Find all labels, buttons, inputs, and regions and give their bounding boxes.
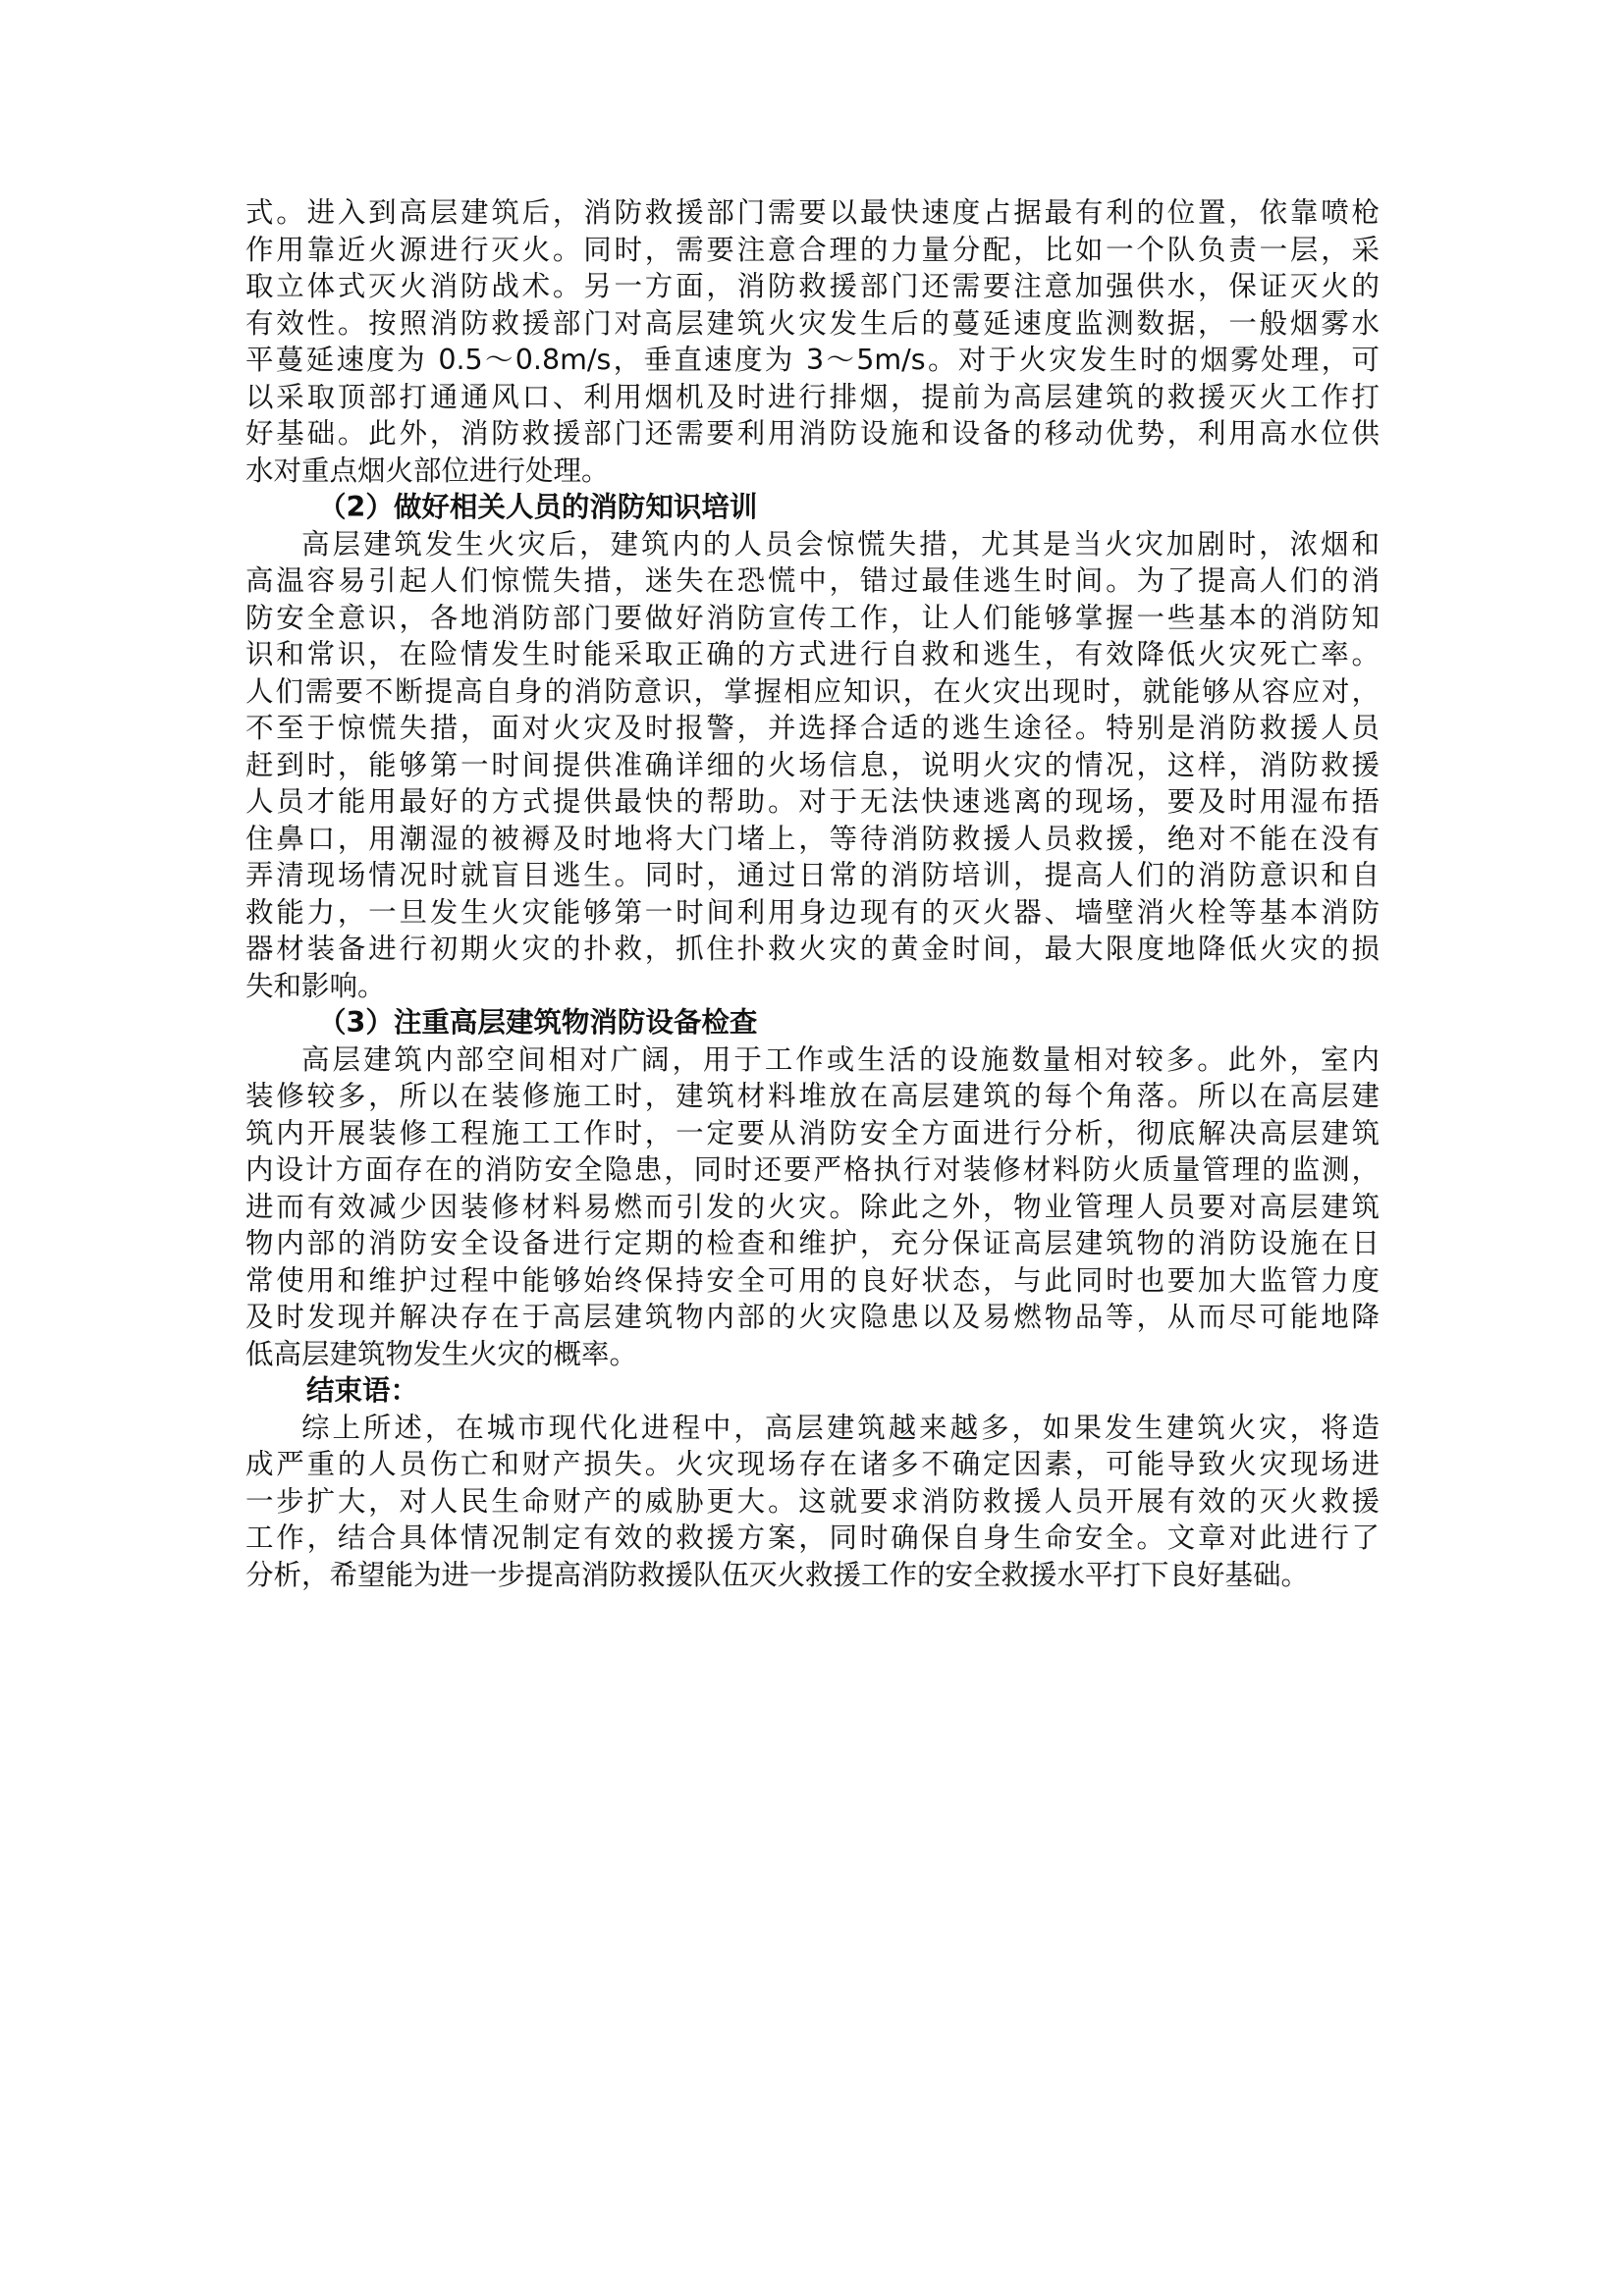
text-line: 高层建筑发生火灾后，建筑内的人员会惊慌失措，尤其是当火灾加剧时，浓烟和: [301, 527, 1380, 561]
text-line: 失和影响。: [245, 969, 386, 1002]
text-line: 内设计方面存在的消防安全隐患，同时还要严格执行对装修材料防火质量管理的监测，: [245, 1153, 1380, 1186]
text-line: 常使用和维护过程中能够始终保持安全可用的良好状态，与此同时也要加大监管力度: [245, 1263, 1380, 1297]
text-line: 进而有效减少因装修材料易燃而引发的火灾。除此之外，物业管理人员要对高层建筑: [245, 1190, 1380, 1223]
document-body: [245, 194, 1380, 1593]
text-line: 工作，结合具体情况制定有效的救援方案，同时确保自身生命安全。文章对此进行了: [245, 1522, 1380, 1554]
text-line: 分析，希望能为进一步提高消防救援队伍灭火救援工作的安全救援水平打下良好基础。: [245, 1558, 1310, 1591]
text-line: 识和常识，在险情发生时能采取正确的方式进行自救和逃生，有效降低火灾死亡率。: [245, 638, 1380, 670]
section-heading-conclusion: 结束语：: [306, 1374, 419, 1407]
text-line: 高温容易引起人们惊慌失措，迷失在恐慌中，错过最佳逃生时间。为了提高人们的消: [245, 564, 1380, 597]
text-line: 筑内开展装修工程施工工作时，一定要从消防安全方面进行分析，彻底解决高层建筑: [245, 1116, 1380, 1149]
section-heading-training: （2）做好相关人员的消防知识培训: [318, 491, 758, 523]
text-line: 住鼻口，用潮湿的被褥及时地将大门堵上，等待消防救援人员救援，绝对不能在没有: [245, 822, 1380, 855]
text-line: 器材装备进行初期火灾的扑救，抓住扑救火灾的黄金时间，最大限度地降低火灾的损: [245, 933, 1380, 965]
text-line: 一步扩大，对人民生命财产的威胁更大。这就要求消防救援人员开展有效的灭火救援: [245, 1484, 1380, 1518]
paragraph-fire-training: [245, 526, 1380, 1005]
text-line: 物内部的消防安全设备进行定期的检查和维护，充分保证高层建筑物的消防设施在日: [245, 1227, 1380, 1259]
text-line: 成严重的人员伤亡和财产损失。火灾现场存在诸多不确定因素，可能导致火灾现场进: [245, 1448, 1380, 1480]
text-line: 取立体式灭火消防战术。另一方面，消防救援部门还需要注意加强供水，保证灭火的: [245, 270, 1380, 302]
text-line: 有效性。按照消防救援部门对高层建筑火灾发生后的蔓延速度监测数据，一般烟雾水: [245, 306, 1380, 340]
text-line: 救能力，一旦发生火灾能够第一时间利用身边现有的灭火器、墙壁消火栓等基本消防: [245, 895, 1380, 929]
text-line: 不至于惊慌失措，面对火灾及时报警，并选择合适的逃生途径。特别是消防救援人员: [245, 712, 1380, 744]
text-line: 好基础。此外，消防救援部门还需要利用消防设施和设备的移动优势，利用高水位供: [245, 417, 1380, 450]
text-line: 装修较多，所以在装修施工时，建筑材料堆放在高层建筑的每个角落。所以在高层建: [245, 1080, 1380, 1112]
text-line: 高层建筑内部空间相对广阔，用于工作或生活的设施数量相对较多。此外，室内: [301, 1042, 1380, 1076]
text-line: 弄清现场情况时就盲目逃生。同时，通过日常的消防培训，提高人们的消防意识和自: [245, 859, 1380, 891]
text-line: 式。进入到高层建筑后，消防救援部门需要以最快速度占据最有利的位置，依靠喷枪: [245, 196, 1380, 229]
paragraph-equipment-check: [245, 1041, 1380, 1373]
text-line: 防安全意识，各地消防部门要做好消防宣传工作，让人们能够掌握一些基本的消防知: [245, 601, 1380, 634]
paragraph-rescue-tactics: [245, 194, 1380, 489]
section-heading-equipment-check: （3）注重高层建筑物消防设备检查: [318, 1006, 758, 1039]
text-line: 平蔓延速度为 0.5～0.8m/s，垂直速度为 3～5m/s。对于火灾发生时的烟雾处理，可: [245, 344, 1380, 376]
text-line: 低高层建筑物发生火灾的概率。: [245, 1337, 638, 1370]
text-line: 及时发现并解决存在于高层建筑物内部的火灾隐患以及易燃物品等，从而尽可能地降: [245, 1301, 1380, 1333]
text-line: 人员才能用最好的方式提供最快的帮助。对于无法快速逃离的现场，要及时用湿布捂: [245, 785, 1380, 818]
text-line: 水对重点烟火部位进行处理。: [245, 454, 610, 487]
paragraph-conclusion: [245, 1410, 1380, 1594]
text-line: 综上所述，在城市现代化进程中，高层建筑越来越多，如果发生建筑火灾，将造: [301, 1411, 1380, 1444]
text-line: 以采取顶部打通通风口、利用烟机及时进行排烟，提前为高层建筑的救援灭火工作打: [245, 380, 1380, 413]
text-line: 赶到时，能够第一时间提供准确详细的火场信息，说明火灾的情况，这样，消防救援: [245, 748, 1380, 781]
text-line: 人们需要不断提高自身的消防意识，掌握相应知识，在火灾出现时，就能够从容应对，: [245, 674, 1380, 708]
text-line: 作用靠近火源进行灭火。同时，需要注意合理的力量分配，比如一个队负责一层，采: [245, 233, 1380, 266]
